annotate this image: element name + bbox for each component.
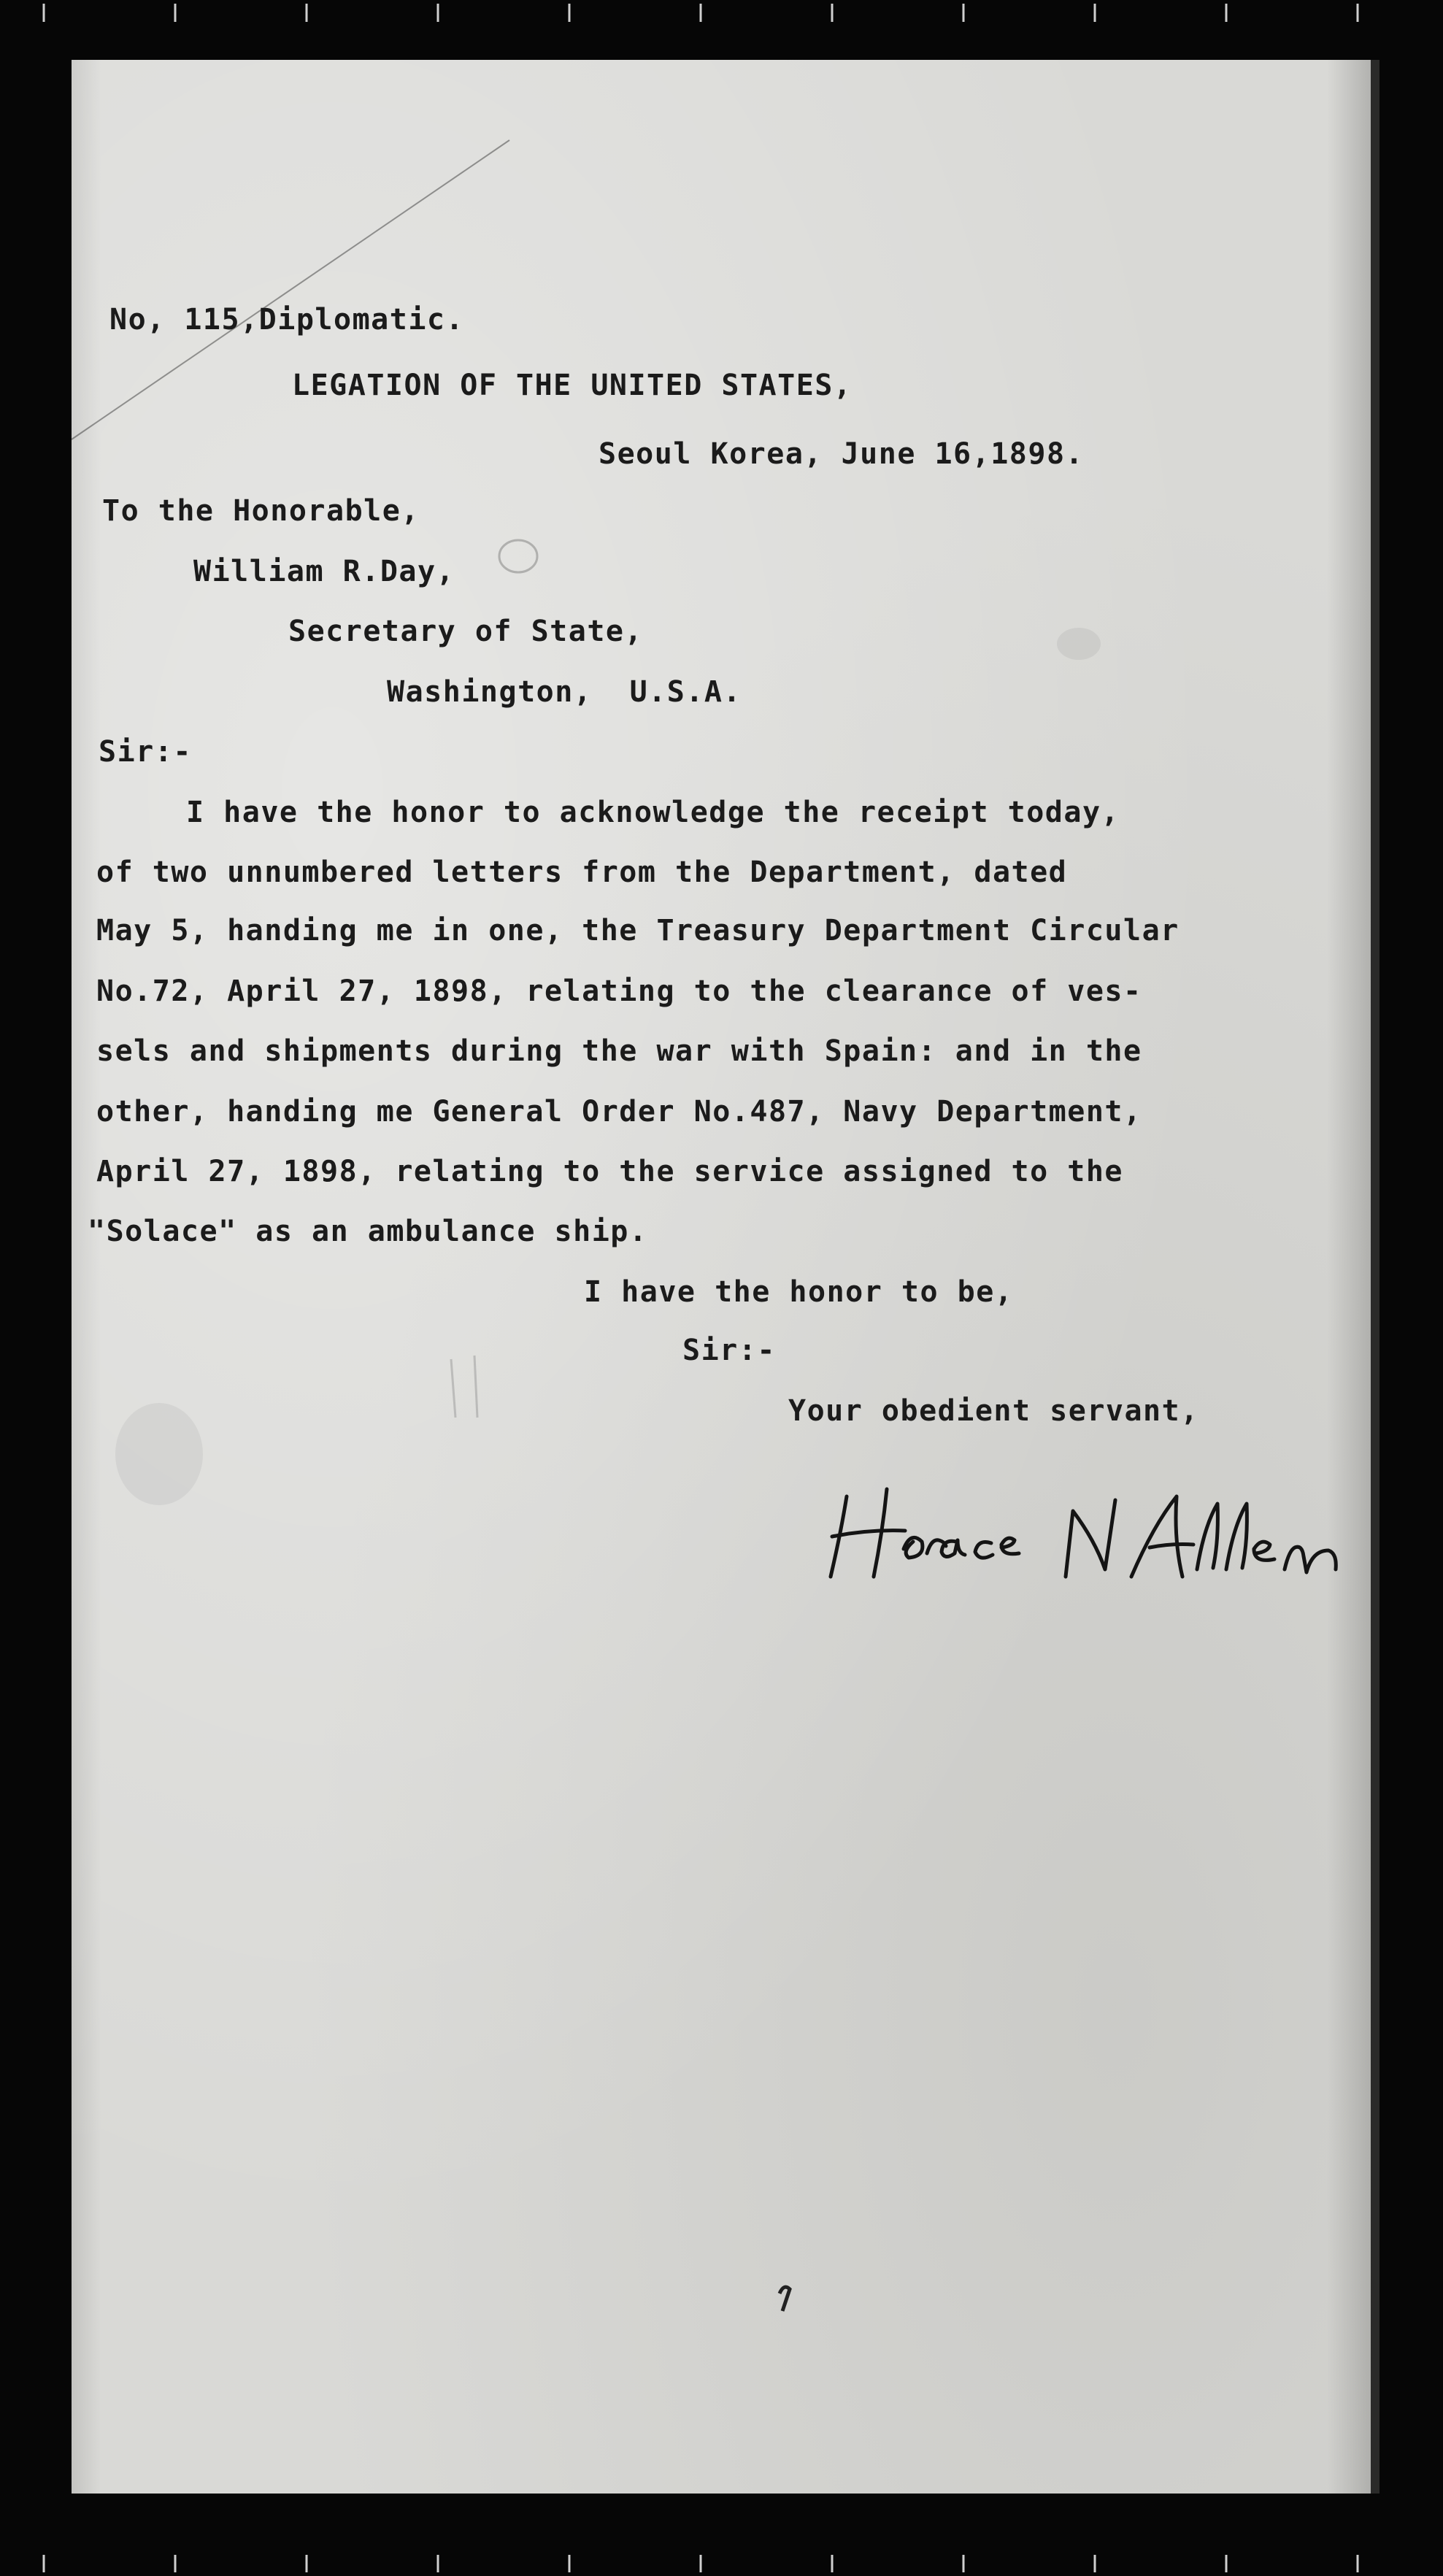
body-line: No.72, April 27, 1898, relating to the clearance of ves- xyxy=(96,974,1142,1008)
addressee-line: William R.Day, xyxy=(193,555,455,588)
addressee-line: To the Honorable, xyxy=(102,494,420,528)
addressee-line: Washington, U.S.A. xyxy=(387,675,742,709)
legation-heading: LEGATION OF THE UNITED STATES, xyxy=(292,369,853,402)
body-line: I have the honor to acknowledge the receipt today, xyxy=(186,796,1120,829)
body-line: "Solace" as an ambulance ship. xyxy=(88,1215,648,1248)
body-line: of two unnumbered letters from the Department, dated xyxy=(96,856,1068,889)
body-line: sels and shipments during the war with Spain: and in the xyxy=(96,1034,1142,1068)
reference-line: No, 115,Diplomatic. xyxy=(109,303,465,337)
closing-line: Your obedient servant, xyxy=(788,1394,1199,1428)
closing-line: Sir:- xyxy=(682,1334,776,1367)
closing-line: I have the honor to be, xyxy=(584,1275,1014,1309)
place-date-line: Seoul Korea, June 16,1898. xyxy=(599,437,1085,471)
body-line: May 5, handing me in one, the Treasury Department Circular xyxy=(96,914,1180,947)
body-line: other, handing me General Order No.487, Navy Department, xyxy=(96,1095,1142,1129)
salutation: Sir:- xyxy=(99,735,192,769)
handwritten-signature xyxy=(817,1467,1372,1591)
body-line: April 27, 1898, relating to the service assigned to the xyxy=(96,1155,1124,1188)
addressee-line: Secretary of State, xyxy=(288,615,644,648)
